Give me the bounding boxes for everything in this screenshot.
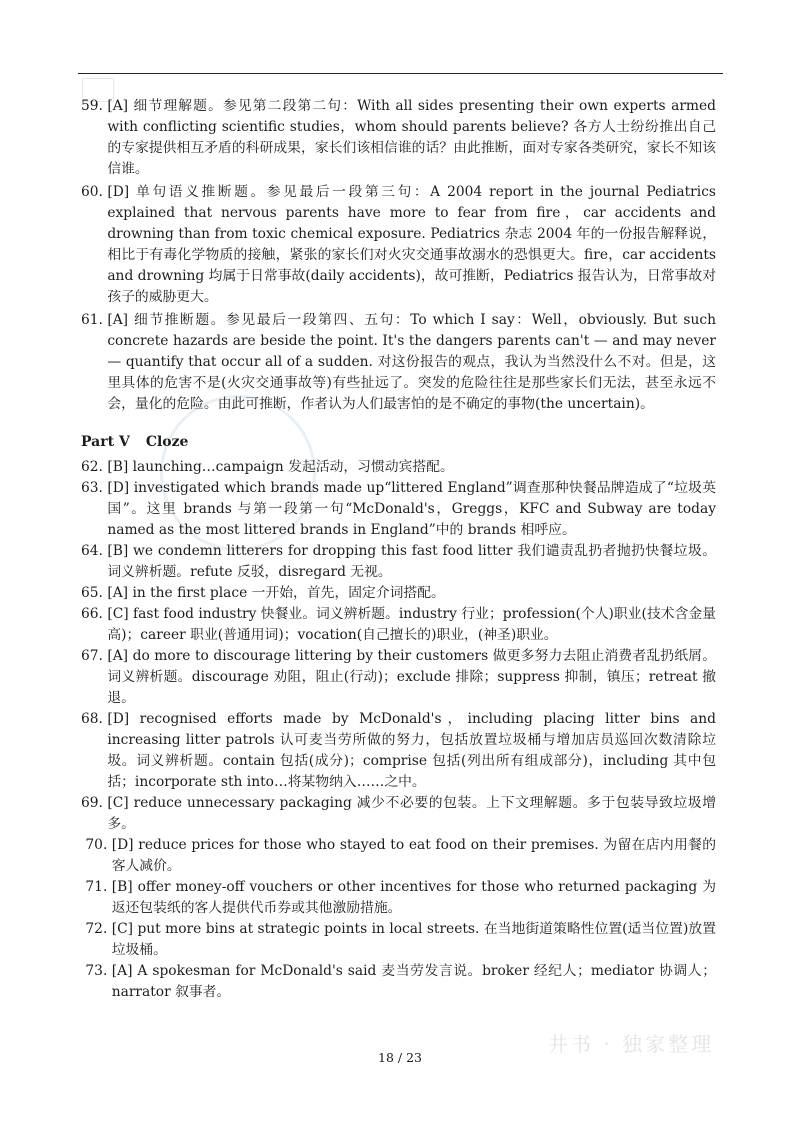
item-text: [A] 细节推断题。参见最后一段第四、五句：To which I say：Well，obviously. But such concrete hazards are beside the point. It's the dangers parents can't — and may never — quantify that occur all of a sudden. 对这份报告的观点，我认为当然没什么不对。但是，这里具体的危害不是(火灾交通事故等)有些扯远了。突发的危险往往是那些家长们无法，甚至永远不会，量化的危险。由此可推断，作者认为人们最害怕的是不确定的事物(the uncertain)。 xyxy=(107,312,716,412)
item-number: 63. xyxy=(81,480,108,496)
answer-item xyxy=(81,457,716,478)
item-text: [B] we condemn litterers for dropping this fast food litter 我们谴责乱扔者抛扔快餐垃圾。词义辨析题。refute 反驳，disregard 无视。 xyxy=(107,543,716,580)
item-text: [D] investigated which brands made up“littered England”调查那种快餐品牌造成了“垃圾英国”。这里 brands 与第一段第一句“McDonald's，Greggs，KFC and Subway are today named as the most littered brands in England”中的 brands 相呼应。 xyxy=(107,480,716,538)
item-text: [D] reduce prices for those who stayed to eat food on their premises. 为留在店内用餐的客人减价。 xyxy=(111,837,716,874)
answer-item xyxy=(81,646,716,709)
section-part: Part Ⅴ xyxy=(81,434,130,450)
item-number: 68. xyxy=(81,711,108,727)
watermark-text: 井书 · 独家整理 xyxy=(548,1032,715,1056)
item-text: [A] do more to discourage littering by their customers 做更多努力去阻止消费者乱扔纸屑。词义辨析题。discourage 劝阻，阻止(行动)；exclude 排除；suppress 抑制，镇压；retreat 撤退。 xyxy=(107,648,716,706)
item-text: [B] offer money-off vouchers or other incentives for those who returned packaging 为返还包装纸的客人提供代币券或其他激励措施。 xyxy=(111,879,716,916)
section-heading xyxy=(81,431,716,453)
answer-item xyxy=(81,919,716,961)
item-text: [C] put more bins at strategic points in local streets. 在当地街道策略性位置(适当位置)放置垃圾桶。 xyxy=(111,921,716,958)
item-number: 72. xyxy=(81,921,112,937)
answer-item xyxy=(81,835,716,877)
item-number: 69. xyxy=(81,795,108,811)
answer-item xyxy=(81,182,716,308)
item-text: [B] launching…campaign 发起活动，习惯动宾搭配。 xyxy=(107,459,454,475)
answer-item xyxy=(81,541,716,583)
section-title: Cloze xyxy=(145,434,189,450)
item-number: 71. xyxy=(81,879,112,895)
answers-reading xyxy=(81,96,716,415)
item-text: [C] fast food industry 快餐业。词义辨析题。industry 行业；profession(个人)职业(技术含金量高)；career 职业(普通用词)；vocation(自己擅长的)职业，(神圣)职业。 xyxy=(107,606,716,643)
answer-item xyxy=(81,604,716,646)
item-number: 60. xyxy=(81,184,108,200)
page-content xyxy=(81,96,716,1003)
answer-item xyxy=(81,478,716,541)
item-text: [D] recognised efforts made by McDonald's，including placing litter bins and increasing litter patrols 认可麦当劳所做的努力，包括放置垃圾桶与增加店员巡回次数清除垃圾。词义辨析题。contain 包括(成分)；comprise 包括(列出所有组成部分)，including 其中包括；incorporate sth into…将某物纳入……之中。 xyxy=(107,711,716,790)
answer-item xyxy=(81,961,716,1003)
item-number: 73. xyxy=(81,963,112,979)
answer-item xyxy=(81,96,716,180)
item-number: 66. xyxy=(81,606,108,622)
item-number: 64. xyxy=(81,543,108,559)
answer-item xyxy=(81,793,716,835)
item-text: [C] reduce unnecessary packaging 减少不必要的包装。上下文理解题。多于包装导致垃圾增多。 xyxy=(107,795,716,832)
item-text: [A] in the first place 一开始，首先，固定介词搭配。 xyxy=(107,585,445,601)
answer-item xyxy=(81,877,716,919)
item-text: [D] 单句语义推断题。参见最后一段第三句：A 2004 report in the journal Pediatrics explained that nervous parents have more to fear from fire，car accidents and drowning than from toxic chemical exposure. Pediatrics 杂志 2004 年的一份报告解释说，相比于有毒化学物质的接触，紧张的家长们对火灾交通事故溺水的恐惧更大。fire，car accidents and drowning 均属于日常事故(daily accidents)，故可推断，Pediatrics 报告认为，日常事故对孩子的威胁更大。 xyxy=(107,184,716,305)
item-number: 70. xyxy=(81,837,112,853)
item-number: 61. xyxy=(81,312,108,328)
item-number: 67. xyxy=(81,648,108,664)
item-number: 62. xyxy=(81,459,108,475)
answer-item xyxy=(81,709,716,793)
item-number: 65. xyxy=(81,585,108,601)
item-text: [A] 细节理解题。参见第二段第二句：With all sides presenting their own experts armed with conflicting scientific studies，whom should parents believe? 各方人士纷纷推出自己的专家提供相互矛盾的科研成果，家长们该相信谁的话？由此推断，面对专家各类研究，家长不知该信谁。 xyxy=(107,98,716,177)
answer-item xyxy=(81,310,716,415)
item-number: 59. xyxy=(81,98,108,114)
header-rule xyxy=(78,73,723,74)
answer-item xyxy=(81,583,716,604)
item-text: [A] A spokesman for McDonald's said 麦当劳发言说。broker 经纪人；mediator 协调人；narrator 叙事者。 xyxy=(111,963,716,1000)
page-number: 18 / 23 xyxy=(378,1050,422,1065)
answers-cloze xyxy=(81,457,716,1003)
